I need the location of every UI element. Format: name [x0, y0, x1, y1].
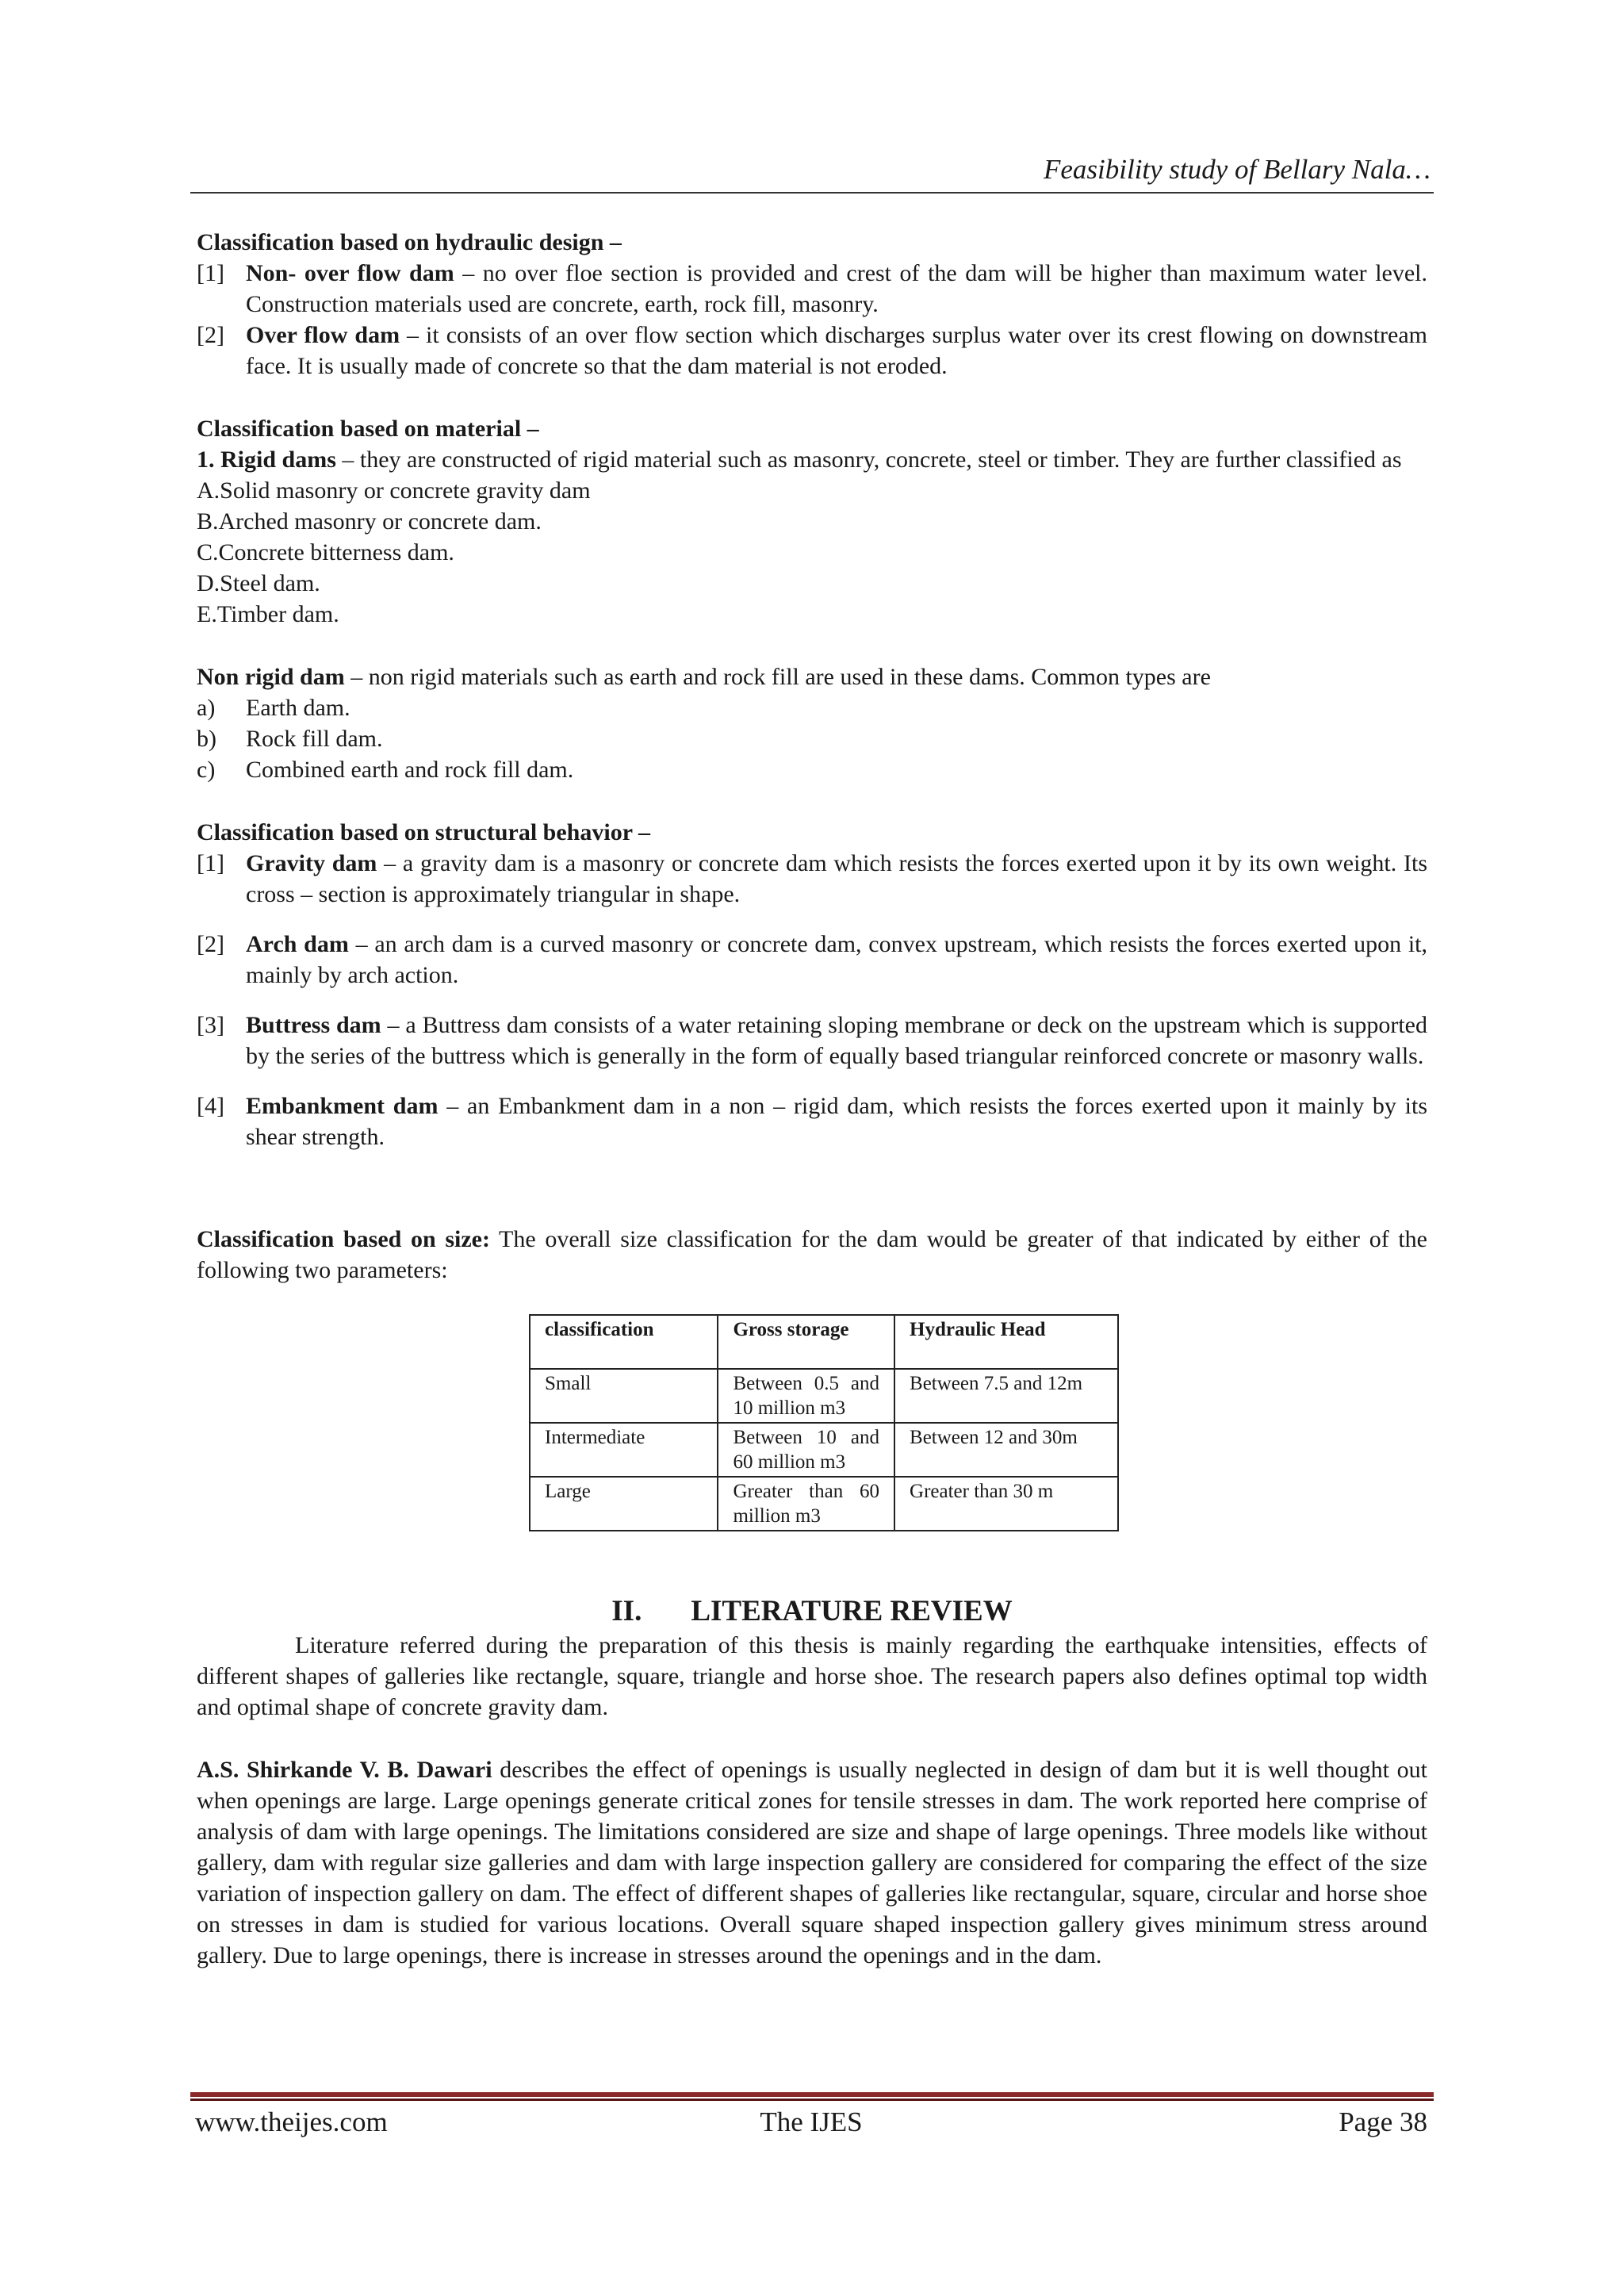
- section-title: [197, 1593, 1427, 1630]
- non-rigid-text: – non rigid materials such as earth and rock fill are used in these dams. Common types are: [344, 664, 1211, 690]
- table-cell: Greater than 30 m: [894, 1477, 1118, 1531]
- list-text: Rock fill dam.: [246, 726, 383, 752]
- table-row: [530, 1369, 1118, 1423]
- structural-item: [197, 929, 1427, 991]
- table-header-row: [530, 1315, 1118, 1369]
- item-number: [2]: [197, 931, 224, 957]
- page-footer: [195, 2105, 1427, 2140]
- table-cell: Large: [530, 1477, 718, 1531]
- table-header: Gross storage: [718, 1315, 894, 1369]
- size-term: Classification based on size:: [197, 1226, 490, 1252]
- table-cell: Between 7.5 and 12m: [894, 1369, 1118, 1423]
- non-rigid-paragraph: [197, 661, 1427, 692]
- structural-list: [197, 848, 1427, 1152]
- size-classification-table: [529, 1314, 1119, 1531]
- item-term: Embankment dam: [246, 1093, 439, 1119]
- item-text: – no over floe section is provided and crest of the dam will be higher than maximum water level. Construction materials used are concrete, earth, rock fill, masonry.: [246, 260, 1428, 317]
- reference-text: describes the effect of openings is usually neglected in design of dam but it is well thought out when openings are large. Large openings generate critical zones for tensile stresses in dam. The work reported here comprise of analysis of dam with large openings. The limitations considered are size and shape of large openings. Three models like without gallery, dam with regular size galleries and dam with large inspection gallery are considered for comparing the effect of the size variation of inspection gallery on dam. The effect of different shapes of galleries like rectangular, square, circular and horse shoe on stresses in dam is studied for various locations. Overall square shaped inspection gallery gives minimum stress around gallery. Due to large openings, there is increase in stresses around the openings and in the dam.: [197, 1757, 1427, 1968]
- rigid-list-item: C.Concrete bitterness dam.: [197, 539, 454, 565]
- reference-paragraph: [197, 1754, 1427, 1971]
- table-cell: Small: [530, 1369, 718, 1423]
- running-title: Feasibility study of Bellary Nala…: [1043, 154, 1431, 185]
- footer-rule: [190, 2092, 1434, 2101]
- footer-journal: The IJES: [760, 2106, 863, 2137]
- size-text: The overall size classification for the dam would be greater of that indicated by either of the following two parameters:: [197, 1226, 1427, 1283]
- table-row: [530, 1477, 1118, 1531]
- item-term: Buttress dam: [246, 1012, 381, 1038]
- list-marker: b): [197, 726, 216, 752]
- non-rigid-term: Non rigid dam: [197, 664, 345, 690]
- list-text: Combined earth and rock fill dam.: [246, 757, 574, 783]
- rigid-dams-term: 1. Rigid dams: [197, 447, 336, 473]
- rigid-list-item: D.Steel dam.: [197, 570, 320, 596]
- hydraulic-item: [197, 258, 1427, 320]
- hydraulic-heading: Classification based on hydraulic design –: [197, 229, 622, 255]
- list-text: Earth dam.: [246, 695, 350, 721]
- item-text: – it consists of an over flow section which discharges surplus water over its crest flowing on downstream face. It is usually made of concrete so that the dam material is not eroded.: [246, 322, 1427, 379]
- rigid-list-item: A.Solid masonry or concrete gravity dam: [197, 477, 591, 504]
- structural-heading: Classification based on structural behavior –: [197, 819, 650, 845]
- table-row: [530, 1423, 1118, 1477]
- material-heading: Classification based on material –: [197, 416, 539, 442]
- literature-intro: Literature referred during the preparation of this thesis is mainly regarding the earthquake intensities, effects of different shapes of galleries like rectangle, square, triangle and horse shoe. The research papers also defines optimal top width and optimal shape of concrete gravity dam.: [197, 1632, 1427, 1720]
- item-term: Over flow dam: [246, 322, 400, 348]
- table-cell: Between 10 and 60 million m3: [718, 1423, 894, 1477]
- non-rigid-list-item: [197, 754, 1427, 785]
- non-rigid-list-item: [197, 692, 1427, 723]
- section-name: LITERATURE REVIEW: [691, 1595, 1013, 1627]
- item-number: [2]: [197, 322, 224, 348]
- item-number: [1]: [197, 850, 224, 876]
- rigid-dams-paragraph: [197, 444, 1427, 475]
- list-marker: c): [197, 757, 216, 783]
- reference-authors: A.S. Shirkande V. B. Dawari: [197, 1757, 492, 1783]
- item-text: – a gravity dam is a masonry or concrete dam which resists the forces exerted upon it by its own weight. Its cross – section is approximately triangular in shape.: [246, 850, 1427, 907]
- hydraulic-item: [197, 320, 1427, 381]
- item-number: [4]: [197, 1093, 224, 1119]
- item-term: Non- over flow dam: [246, 260, 454, 286]
- footer-page-number: Page 38: [1339, 2106, 1427, 2137]
- table-header: Hydraulic Head: [894, 1315, 1118, 1369]
- item-term: Arch dam: [246, 931, 349, 957]
- item-number: [3]: [197, 1012, 224, 1038]
- table-cell: Greater than 60 million m3: [718, 1477, 894, 1531]
- table-cell: Between 12 and 30m: [894, 1423, 1118, 1477]
- item-text: – an arch dam is a curved masonry or concrete dam, convex upstream, which resists the forces exerted upon it, mainly by arch action.: [246, 931, 1427, 988]
- header-rule: [190, 192, 1434, 194]
- non-rigid-list-item: [197, 723, 1427, 754]
- rigid-list-item: E.Timber dam.: [197, 601, 339, 627]
- size-paragraph: [197, 1224, 1427, 1286]
- table-cell: Intermediate: [530, 1423, 718, 1477]
- rigid-dams-text: – they are constructed of rigid material such as masonry, concrete, steel or timber. They are further classified as: [335, 447, 1402, 473]
- page-body: [197, 227, 1427, 1971]
- rigid-list-item: B.Arched masonry or concrete dam.: [197, 508, 542, 535]
- structural-item: [197, 848, 1427, 910]
- item-number: [1]: [197, 260, 224, 286]
- structural-item: [197, 1010, 1427, 1071]
- footer-website: www.theijes.com: [195, 2106, 388, 2137]
- table-cell: Between 0.5 and 10 million m3: [718, 1369, 894, 1423]
- item-term: Gravity dam: [246, 850, 377, 876]
- section-number: II.: [611, 1595, 642, 1627]
- item-text: – an Embankment dam in a non – rigid dam, which resists the forces exerted upon it mainly by its shear strength.: [246, 1093, 1427, 1150]
- table-header: classification: [530, 1315, 718, 1369]
- list-marker: a): [197, 695, 216, 721]
- item-text: – a Buttress dam consists of a water retaining sloping membrane or deck on the upstream which is supported by the series of the buttress which is generally in the form of equally based triangular reinforced concrete or masonry walls.: [246, 1012, 1427, 1069]
- structural-item: [197, 1091, 1427, 1152]
